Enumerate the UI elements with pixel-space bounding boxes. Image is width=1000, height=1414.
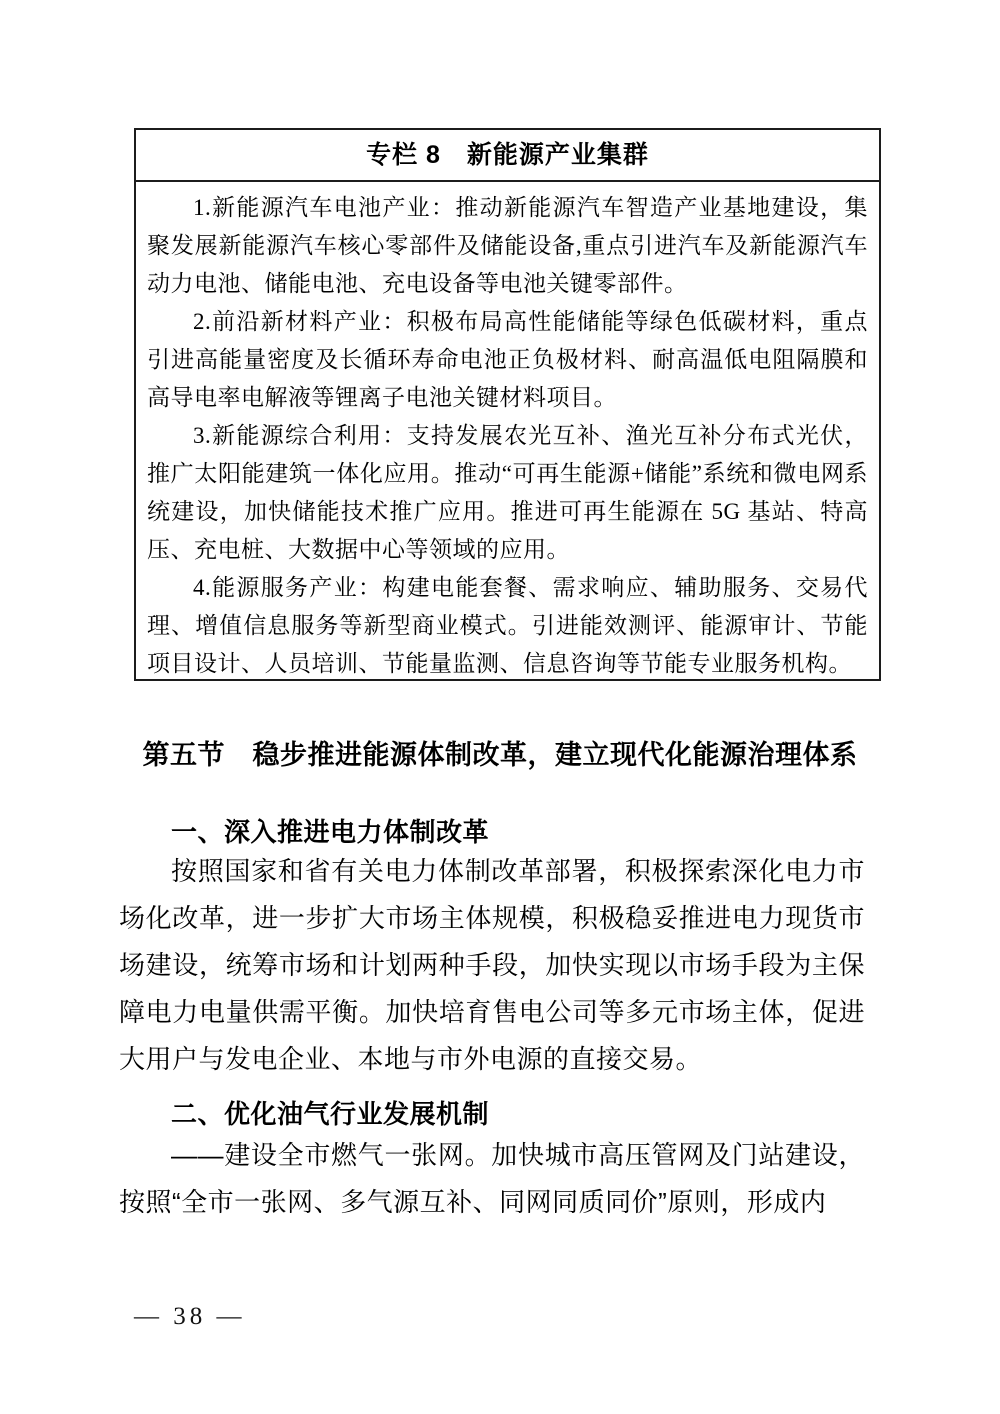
highlight-box [134, 128, 881, 681]
box-paragraph-4: 4.能源服务产业：构建电能套餐、需求响应、辅助服务、交易代理、增值信息服务等新型商业模式。引进能效测评、能源审计、节能项目设计、人员培训、节能量监测、信息咨询等节能专业服务机构。 [147, 575, 868, 676]
box-paragraph-2: 2.前沿新材料产业：积极布局高性能储能等绿色低碳材料，重点引进高能量密度及长循环寿命电池正负极材料、耐高温低电阻隔膜和高导电率电解液等锂离子电池关键材料项目。 [147, 309, 868, 410]
box-paragraph-3: 3.新能源综合利用：支持发展农光互补、渔光互补分布式光伏，推广太阳能建筑一体化应用。推动“可再生能源+储能”系统和微电网系统建设，加快储能技术推广应用。推进可再生能源在 5G 基站、特高压、充电桩、大数据中心等领域的应用。 [147, 423, 868, 562]
subsection-heading-1: 一、深入推进电力体制改革 [171, 817, 490, 847]
box-body [136, 182, 879, 683]
section-heading: 第五节 稳步推进能源体制改革，建立现代化能源治理体系 [142, 740, 858, 770]
box-title: 专栏 8 新能源产业集群 [136, 130, 879, 182]
box-paragraph-1: 1.新能源汽车电池产业：推动新能源汽车智造产业基地建设，集聚发展新能源汽车核心零部件及储能设备,重点引进汽车及新能源汽车动力电池、储能电池、充电设备等电池关键零部件。 [147, 195, 868, 296]
body-paragraph-1: 按照国家和省有关电力体制改革部署，积极探索深化电力市场化改革，进一步扩大市场主体规模，积极稳妥推进电力现货市场建设，统筹市场和计划两种手段，加快实现以市场手段为主保障电力电量供需平衡。加快培育售电公司等多元市场主体，促进大用户与发电企业、本地与市外电源的直接交易。 [119, 856, 865, 1074]
subsection-heading-2: 二、优化油气行业发展机制 [171, 1099, 490, 1129]
body-paragraph-2: ——建设全市燃气一张网。加快城市高压管网及门站建设，按照“全市一张网、多气源互补、同网同质同价”原则，形成内 [119, 1140, 865, 1217]
page-number: — 38 — [134, 1303, 246, 1330]
